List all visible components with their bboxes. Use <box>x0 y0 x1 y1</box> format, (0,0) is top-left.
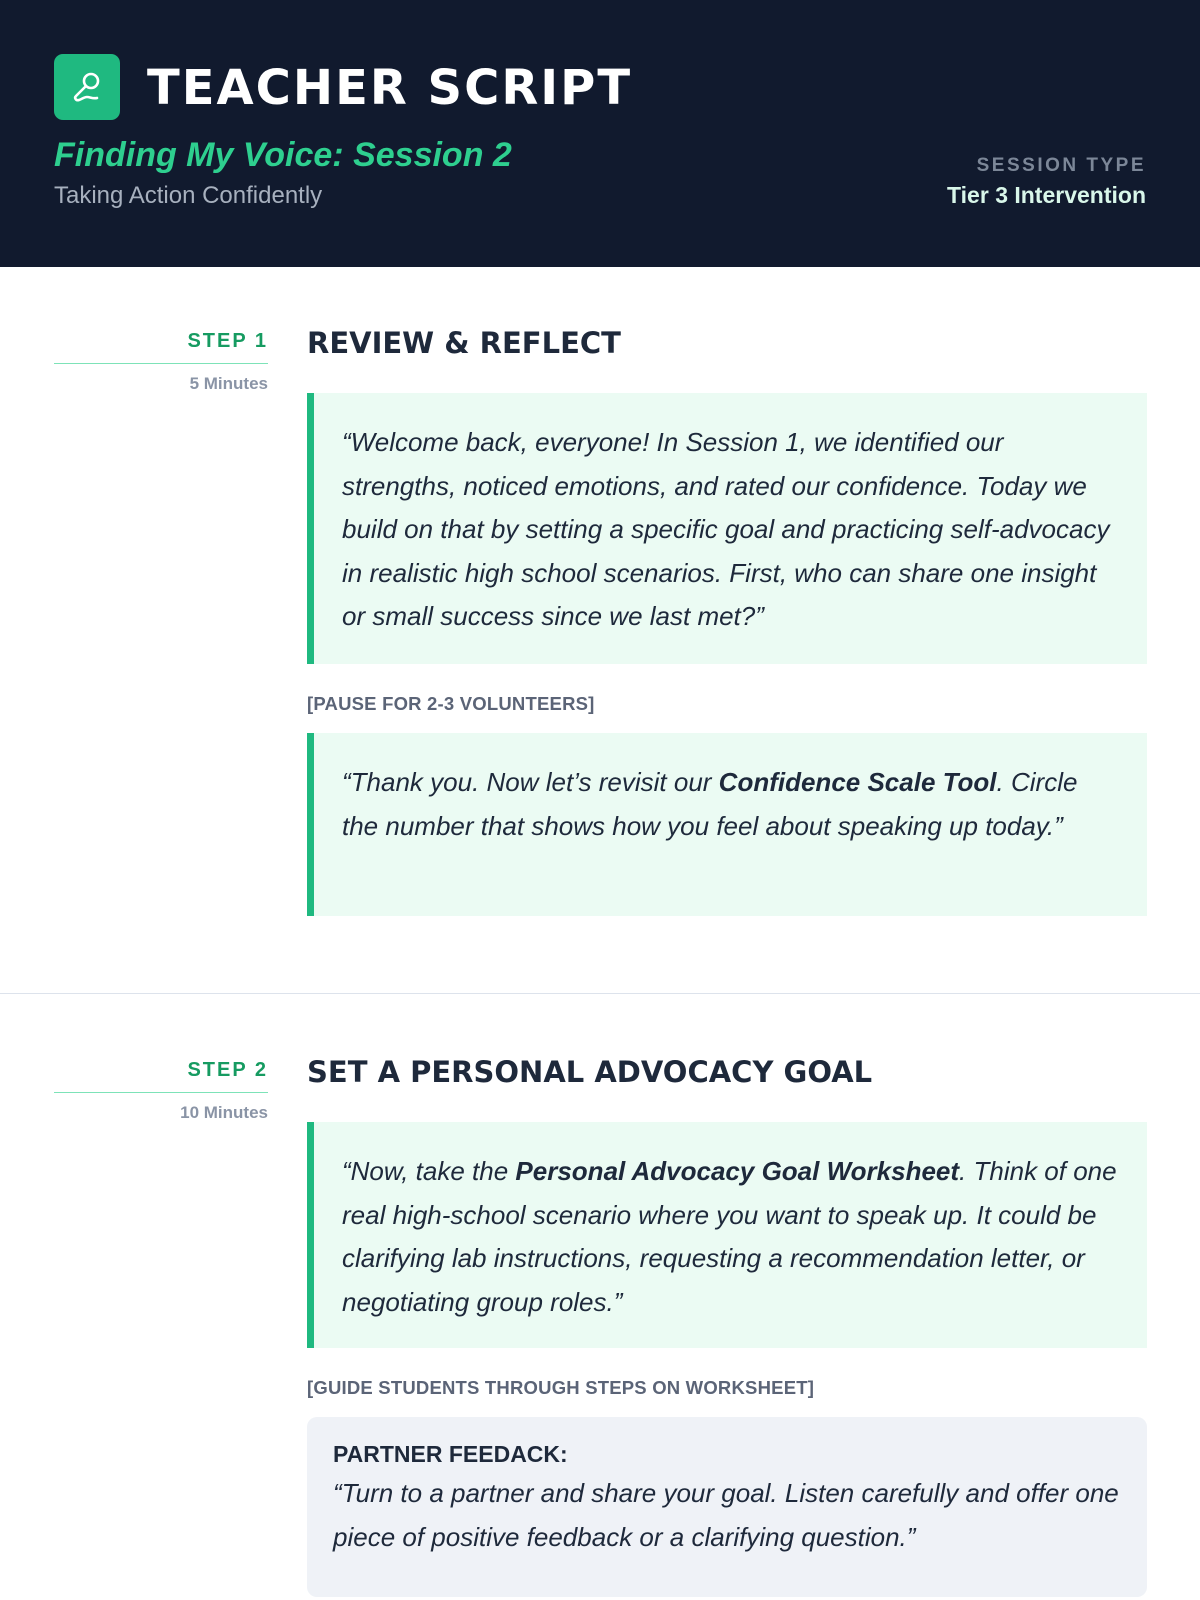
quote-text: . Circle the number that shows how you feel about speaking up today.” <box>342 767 1078 841</box>
page-title: TEACHER SCRIPT <box>147 60 633 116</box>
step-1-script-quote: “Welcome back, everyone! In Session 1, we identified our strengths, noticed emotions, and rated our confidence. Today we build on that by setting a specific goal and practicing self-advocacy in realistic high school scenarios. First, who can share one insight or small success since we last met?” <box>307 393 1147 664</box>
confidence-scale-tool-name: Confidence Scale Tool <box>718 767 997 797</box>
step-1-meta <box>54 330 268 394</box>
logo <box>54 54 120 120</box>
step-2-stage-direction: [GUIDE STUDENTS THROUGH STEPS ON WORKSHEET] <box>307 1377 815 1398</box>
session-subtitle: Finding My Voice: Session 2 <box>54 136 512 174</box>
step-1-stage-direction: [PAUSE FOR 2-3 VOLUNTEERS] <box>307 693 595 714</box>
step-2-title: SET A PERSONAL ADVOCACY GOAL <box>307 1055 873 1089</box>
partner-feedback-text: “Turn to a partner and share your goal. Listen carefully and offer one piece of positive feedback or a clarifying question.” <box>333 1478 1119 1552</box>
quote-text: “Thank you. Now let’s revisit our <box>342 767 719 797</box>
goal-worksheet-name: Personal Advocacy Goal Worksheet <box>515 1156 960 1186</box>
step-2-content <box>307 1054 1147 1597</box>
step-1-title: REVIEW & REFLECT <box>307 326 621 360</box>
session-type-label: SESSION TYPE <box>976 155 1146 176</box>
step-2-meta <box>54 1059 268 1123</box>
partner-feedback-box <box>307 1417 1147 1597</box>
section-divider <box>0 993 1200 994</box>
partner-feedback-title: PARTNER FEEDACK: <box>333 1441 568 1467</box>
microphone-icon <box>67 67 107 107</box>
quote-text: . Think of one real high-school scenario where you want to speak up. It could be clarifying lab instructions, requesting a recommendation letter, or negotiating group roles.” <box>342 1156 1117 1317</box>
step-1-content <box>307 325 1147 916</box>
step-2-goal-quote <box>307 1122 1147 1348</box>
step-1-confidence-quote <box>307 733 1147 916</box>
page-header <box>0 0 1200 267</box>
step-1-label: STEP 1 <box>54 330 268 364</box>
quote-text: “Now, take the <box>342 1156 516 1186</box>
step-2-label: STEP 2 <box>54 1059 268 1093</box>
session-tagline: Taking Action Confidently <box>54 182 323 209</box>
step-1-time: 5 Minutes <box>189 374 268 393</box>
session-type-value: Tier 3 Intervention <box>947 182 1146 208</box>
step-2-time: 10 Minutes <box>180 1103 268 1122</box>
